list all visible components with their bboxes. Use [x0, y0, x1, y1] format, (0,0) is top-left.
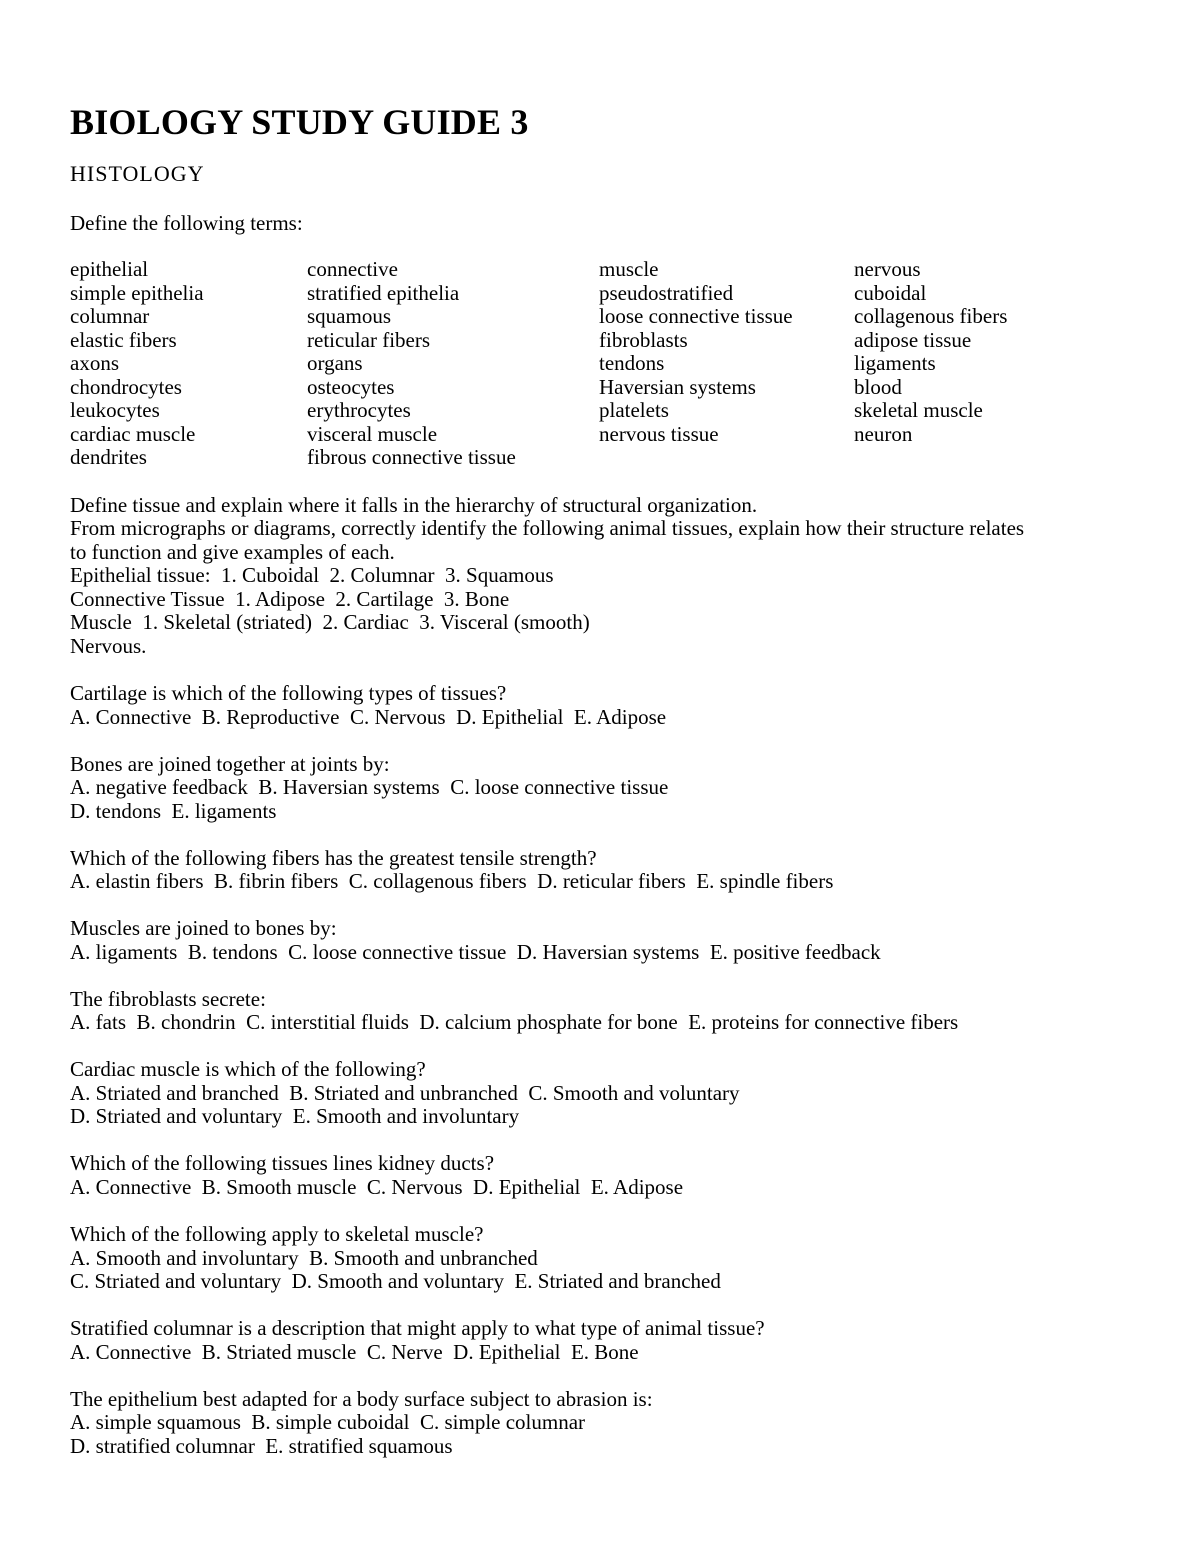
- term: loose connective tissue: [599, 304, 793, 328]
- term: nervous tissue: [599, 421, 719, 446]
- term: connective: [307, 257, 398, 281]
- term: squamous: [307, 304, 391, 328]
- document-title: BIOLOGY STUDY GUIDE 3: [70, 102, 529, 142]
- term: tendons: [599, 351, 665, 375]
- term: columnar: [70, 304, 150, 328]
- tissue-instruction: Define tissue and explain where it falls in the hierarchy of structural organization.: [70, 493, 758, 517]
- term: Haversian systems: [599, 374, 756, 399]
- answer-choices: A. Connective B. Smooth muscle C. Nervous D. Epithelial E. Adipose: [70, 1175, 684, 1199]
- tissue-list: Epithelial tissue: 1. Cuboidal 2. Columnar 3. Squamous: [70, 563, 554, 587]
- term: collagenous fibers: [854, 304, 1008, 328]
- term: reticular fibers: [307, 327, 431, 352]
- term: stratified epithelia: [307, 280, 460, 305]
- term: dendrites: [70, 445, 147, 469]
- question-text: Muscles are joined to bones by:: [70, 916, 337, 940]
- term: ligaments: [854, 351, 936, 375]
- question-text: Stratified columnar is a description that might apply to what type of animal tissue?: [70, 1316, 765, 1340]
- terms-column-4: [854, 258, 1007, 446]
- term: elastic fibers: [70, 327, 177, 352]
- question-text: Cartilage is which of the following types of tissues?: [70, 681, 507, 705]
- question-text: The epithelium best adapted for a body surface subject to abrasion is:: [70, 1387, 653, 1411]
- question-text: The fibroblasts secrete:: [70, 987, 266, 1011]
- term: nervous: [854, 257, 921, 281]
- tissue-list: Muscle 1. Skeletal (striated) 2. Cardiac 3. Visceral (smooth): [70, 610, 590, 634]
- answer-choices: A. ligaments B. tendons C. loose connective tissue D. Haversian systems E. positive feedback: [70, 940, 881, 964]
- answer-choices: D. Striated and voluntary E. Smooth and involuntary: [70, 1104, 520, 1128]
- question-text: Which of the following fibers has the greatest tensile strength?: [70, 846, 597, 870]
- answer-choices: C. Striated and voluntary D. Smooth and voluntary E. Striated and branched: [70, 1269, 721, 1293]
- tissue-list: Nervous.: [70, 634, 147, 658]
- term: leukocytes: [70, 398, 160, 422]
- term: cuboidal: [854, 280, 927, 305]
- term: pseudostratified: [599, 280, 734, 305]
- tissue-instruction: From micrographs or diagrams, correctly identify the following animal tissues, explain how their structure relates: [70, 516, 1025, 540]
- term: cardiac muscle: [70, 421, 196, 446]
- answer-choices: D. tendons E. ligaments: [70, 799, 277, 823]
- answer-choices: A. Connective B. Reproductive C. Nervous D. Epithelial E. Adipose: [70, 705, 667, 729]
- answer-choices: A. negative feedback B. Haversian systems C. loose connective tissue: [70, 775, 669, 799]
- term: organs: [307, 351, 363, 375]
- question-text: Cardiac muscle is which of the following?: [70, 1057, 426, 1081]
- term: muscle: [599, 257, 659, 281]
- term: visceral muscle: [307, 421, 438, 446]
- term: epithelial: [70, 257, 149, 281]
- answer-choices: A. Striated and branched B. Striated and unbranched C. Smooth and voluntary: [70, 1081, 740, 1105]
- term: erythrocytes: [307, 398, 411, 422]
- answer-choices: A. fats B. chondrin C. interstitial fluids D. calcium phosphate for bone E. proteins for connective fibers: [70, 1010, 959, 1034]
- term: fibroblasts: [599, 327, 688, 352]
- question-text: Which of the following apply to skeletal muscle?: [70, 1222, 484, 1246]
- term: osteocytes: [307, 374, 395, 399]
- answer-choices: A. elastin fibers B. fibrin fibers C. collagenous fibers D. reticular fibers E. spindle fibers: [70, 869, 834, 893]
- tissue-instruction: to function and give examples of each.: [70, 540, 395, 564]
- term: fibrous connective tissue: [307, 445, 516, 469]
- question-text: Bones are joined together at joints by:: [70, 752, 390, 776]
- answer-choices: A. Smooth and involuntary B. Smooth and unbranched: [70, 1246, 538, 1270]
- terms-grid: [70, 258, 1140, 474]
- term: skeletal muscle: [854, 398, 983, 422]
- question-text: Which of the following tissues lines kidney ducts?: [70, 1151, 495, 1175]
- terms-column-2: [307, 258, 516, 470]
- terms-column-1: [70, 258, 204, 470]
- term: neuron: [854, 421, 913, 446]
- term: platelets: [599, 398, 669, 422]
- term: adipose tissue: [854, 327, 972, 352]
- term: chondrocytes: [70, 374, 182, 399]
- term: blood: [854, 374, 902, 399]
- term: simple epithelia: [70, 280, 204, 305]
- answer-choices: A. Connective B. Striated muscle C. Nerve D. Epithelial E. Bone: [70, 1340, 639, 1364]
- term: axons: [70, 351, 119, 375]
- terms-instruction: Define the following terms:: [70, 211, 303, 235]
- tissue-list: Connective Tissue 1. Adipose 2. Cartilage 3. Bone: [70, 587, 510, 611]
- answer-choices: D. stratified columnar E. stratified squamous: [70, 1434, 453, 1458]
- section-heading: HISTOLOGY: [70, 161, 205, 186]
- answer-choices: A. simple squamous B. simple cuboidal C. simple columnar: [70, 1410, 586, 1434]
- terms-column-3: [599, 258, 793, 446]
